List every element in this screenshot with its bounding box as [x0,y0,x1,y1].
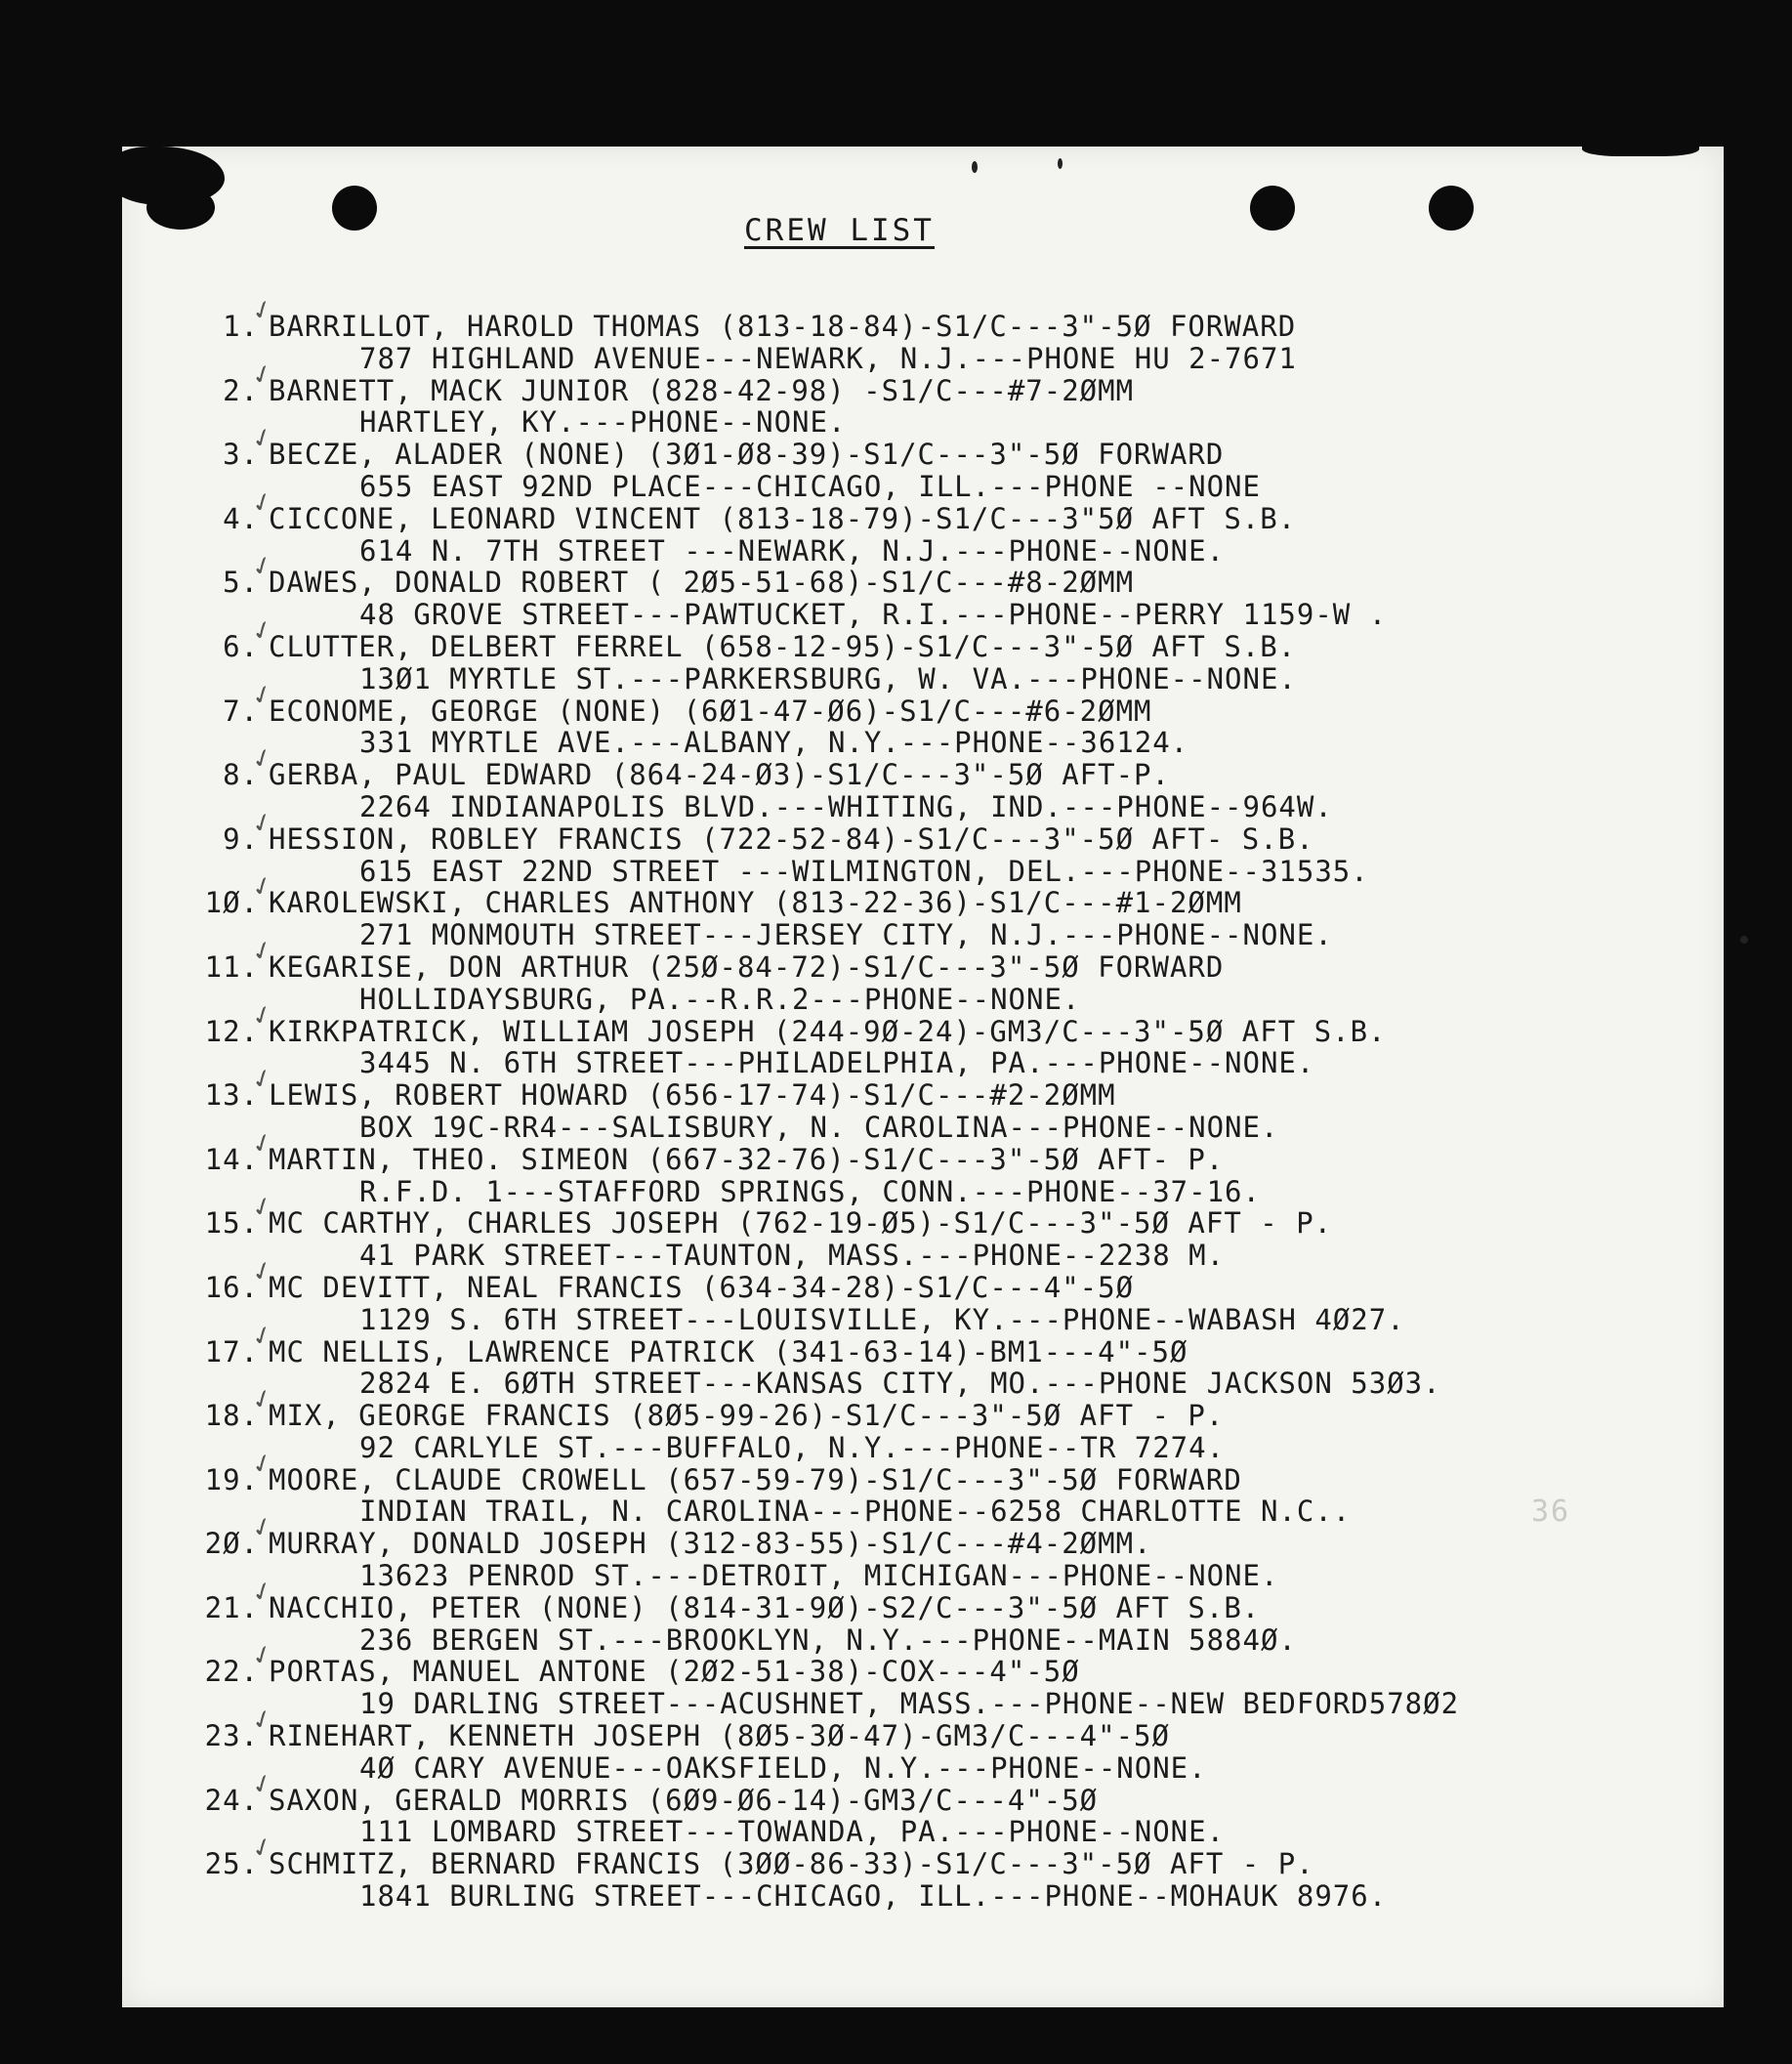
pencil-check-mark-icon: ✓ [247,805,279,841]
pencil-check-mark-icon: ✓ [247,1510,279,1546]
crew-address: 271 MONMOUTH STREET---JERSEY CITY, N.J.---PHONE--NONE. [359,918,1333,952]
pencil-check-mark-icon: ✓ [247,421,279,457]
entry-number: 21. [204,1590,259,1624]
pencil-check-mark-icon: ✓ [247,1253,279,1289]
pencil-check-mark-icon: ✓ [247,997,279,1033]
torn-edge-mark [1582,132,1699,156]
entry-number: 7. [223,694,259,728]
crew-name-rating: CLUTTER, DELBERT FERREL (658-12-95)-S1/C---3"-5Ø AFT S.B. [269,629,1297,663]
entry-number: 17. [204,1334,259,1369]
crew-entry [176,293,1699,375]
crew-name-rating: BECZE, ALADER (NONE) (3Ø1-Ø8-39)-S1/C---3"-5Ø FORWARD [269,438,1225,472]
pencil-check-mark-icon: ✓ [247,1125,279,1161]
crew-name-rating: NACCHIO, PETER (NONE) (814-31-9Ø)-S2/C---3"-5Ø AFT S.B. [269,1590,1261,1624]
crew-name-rating: DAWES, DONALD ROBERT ( 2Ø5-51-68)-S1/C---#8-2ØMM [269,566,1135,600]
crew-name-rating: KIRKPATRICK, WILLIAM JOSEPH (244-9Ø-24)-GM3/C---3"-5Ø AFT S.B. [269,1014,1387,1048]
entry-number: 23. [204,1719,259,1753]
crew-name-rating: KAROLEWSKI, CHARLES ANTHONY (813-22-36)-S1/C---#1-2ØMM [269,886,1242,920]
crew-address: 2264 INDIANAPOLIS BLVD.---WHITING, IND.---PHONE--964W. [359,789,1333,823]
crew-address: 2824 E. 6ØTH STREET---KANSAS CITY, MO.---PHONE JACKSON 53Ø3. [359,1367,1441,1401]
crew-address: 615 EAST 22ND STREET ---WILMINGTON, DEL.---PHONE--31535. [359,854,1369,888]
crew-name-rating: MC CARTHY, CHARLES JOSEPH (762-19-Ø5)-S1/C---3"-5Ø AFT - P. [269,1206,1333,1241]
entry-number: 12. [204,1014,259,1048]
crew-address: 41 PARK STREET---TAUNTON, MASS.---PHONE--2238 M. [359,1239,1226,1273]
pencil-check-mark-icon: ✓ [247,1574,279,1610]
entry-number: 13. [204,1078,259,1113]
pencil-check-mark-icon: ✓ [247,869,279,906]
pencil-check-mark-icon: ✓ [247,1446,279,1482]
crew-name-rating: KEGARISE, DON ARTHUR (25Ø-84-72)-S1/C---3"-5Ø FORWARD [269,949,1225,984]
crew-name-rating: GERBA, PAUL EDWARD (864-24-Ø3)-S1/C---3"-5Ø AFT-P. [269,758,1170,792]
entry-number: 19. [204,1462,259,1496]
pencil-check-mark-icon: ✓ [247,293,279,329]
pencil-check-mark-icon: ✓ [247,933,279,969]
torn-corner-mark [146,186,215,230]
pencil-check-mark-icon: ✓ [247,1318,279,1354]
crew-address: 1129 S. 6TH STREET---LOUISVILLE, KY.---PHONE--WABASH 4Ø27. [359,1302,1405,1336]
pencil-check-mark-icon: ✓ [247,612,279,649]
entry-number: 14. [204,1142,259,1176]
entry-number: 8. [223,758,259,792]
pencil-check-mark-icon: ✓ [247,741,279,778]
crew-address: 48 GROVE STREET---PAWTUCKET, R.I.---PHONE--PERRY 1159-W . [359,598,1388,632]
entry-number: 4. [223,501,259,535]
entry-number: 2. [223,373,259,407]
binder-hole [1429,186,1474,231]
pencil-check-mark-icon: ✓ [247,1190,279,1226]
binder-hole [1250,186,1295,231]
margin-note: 36 [1531,1495,1571,1529]
crew-name-rating: MARTIN, THEO. SIMEON (667-32-76)-S1/C---3"-5Ø AFT- P. [269,1142,1225,1176]
crew-name-rating: MC DEVITT, NEAL FRANCIS (634-34-28)-S1/C---4"-5Ø [269,1270,1135,1304]
crew-name-rating: MIX, GEORGE FRANCIS (8Ø5-99-26)-S1/C---3"-5Ø AFT - P. [269,1399,1225,1433]
entry-number: 11. [204,949,259,984]
ink-speck [972,161,978,173]
crew-address: 614 N. 7TH STREET ---NEWARK, N.J.---PHONE--NONE. [359,533,1226,568]
entry-number: 1. [223,310,259,343]
crew-address: BOX 19C-RR4---SALISBURY, N. CAROLINA---PHONE--NONE. [359,1110,1279,1144]
entry-number: 25. [204,1847,259,1881]
crew-name-rating: CICCONE, LEONARD VINCENT (813-18-79)-S1/C---3"5Ø AFT S.B. [269,501,1297,535]
crew-name-rating: SCHMITZ, BERNARD FRANCIS (3ØØ-86-33)-S1/C---3"-5Ø AFT - P. [269,1847,1314,1881]
entry-number: 2Ø. [204,1527,259,1561]
ink-speck [1740,936,1748,944]
pencil-check-mark-icon: ✓ [247,1382,279,1418]
crew-name-rating: MC NELLIS, LAWRENCE PATRICK (341-63-14)-BM1---4"-5Ø [269,1334,1188,1369]
crew-name-rating: ECONOME, GEORGE (NONE) (6Ø1-47-Ø6)-S1/C---#6-2ØMM [269,694,1152,728]
pencil-check-mark-icon: ✓ [247,1062,279,1098]
entry-number: 24. [204,1783,259,1817]
entry-number: 15. [204,1206,259,1241]
pencil-check-mark-icon: ✓ [247,549,279,585]
crew-address: 1841 BURLING STREET---CHICAGO, ILL.---PHONE--MOHAUK 8976. [359,1879,1388,1914]
entry-number: 6. [223,629,259,663]
pencil-check-mark-icon: ✓ [247,1766,279,1802]
pencil-check-mark-icon: ✓ [247,357,279,393]
crew-name-rating: MURRAY, DONALD JOSEPH (312-83-55)-S1/C---#4-2ØMM. [269,1527,1152,1561]
crew-address: 787 HIGHLAND AVENUE---NEWARK, N.J.---PHONE HU 2-7671 [359,341,1297,375]
page-title: CREW LIST [744,213,935,248]
crew-address: 3445 N. 6TH STREET---PHILADELPHIA, PA.---PHONE--NONE. [359,1046,1315,1080]
crew-name-rating: RINEHART, KENNETH JOSEPH (8Ø5-3Ø-47)-GM3/C---4"-5Ø [269,1719,1170,1753]
crew-name-rating: PORTAS, MANUEL ANTONE (2Ø2-51-38)-COX---4"-5Ø [269,1655,1080,1689]
crew-entry-main-line [176,293,1699,343]
crew-address: 13623 PENROD ST.---DETROIT, MICHIGAN---PHONE--NONE. [359,1559,1279,1593]
crew-address: 331 MYRTLE AVE.---ALBANY, N.Y.---PHONE--36124. [359,726,1189,760]
crew-address: 111 LOMBARD STREET---TOWANDA, PA.---PHONE--NONE. [359,1815,1226,1849]
crew-name-rating: BARRILLOT, HAROLD THOMAS (813-18-84)-S1/C---3"-5Ø FORWARD [269,310,1297,343]
entry-number: 1Ø. [204,886,259,920]
crew-address: R.F.D. 1---STAFFORD SPRINGS, CONN.---PHONE--37-16. [359,1174,1261,1208]
crew-address: 236 BERGEN ST.---BROOKLYN, N.Y.---PHONE--MAIN 5884Ø. [359,1622,1297,1657]
pencil-check-mark-icon: ✓ [247,484,279,521]
pencil-check-mark-icon: ✓ [247,1703,279,1739]
crew-address: 92 CARLYLE ST.---BUFFALO, N.Y.---PHONE--TR 7274. [359,1430,1226,1464]
entry-number: 9. [223,821,259,856]
entry-number: 5. [223,566,259,600]
entry-number: 16. [204,1270,259,1304]
entry-number: 18. [204,1399,259,1433]
pencil-check-mark-icon: ✓ [247,1638,279,1674]
crew-name-rating: MOORE, CLAUDE CROWELL (657-59-79)-S1/C---3"-5Ø FORWARD [269,1462,1242,1496]
crew-address: INDIAN TRAIL, N. CAROLINA---PHONE--6258 CHARLOTTE N.C.. [359,1495,1352,1529]
entry-number: 3. [223,438,259,472]
pencil-check-mark-icon: ✓ [247,677,279,713]
pencil-check-mark-icon: ✓ [247,1831,279,1867]
crew-address: HOLLIDAYSBURG, PA.--R.R.2---PHONE--NONE. [359,982,1081,1016]
crew-address: HARTLEY, KY.---PHONE--NONE. [359,405,847,440]
crew-name-rating: BARNETT, MACK JUNIOR (828-42-98) -S1/C---#7-2ØMM [269,373,1135,407]
crew-address: 655 EAST 92ND PLACE---CHICAGO, ILL.---PHONE --NONE [359,469,1261,503]
crew-address: 4Ø CARY AVENUE---OAKSFIELD, N.Y.---PHONE--NONE. [359,1750,1207,1785]
crew-name-rating: LEWIS, ROBERT HOWARD (656-17-74)-S1/C---#2-2ØMM [269,1078,1116,1113]
entry-number: 22. [204,1655,259,1689]
crew-address: 19 DARLING STREET---ACUSHNET, MASS.---PHONE--NEW BEDFORD578Ø2 [359,1687,1460,1721]
crew-list [176,293,1699,1914]
crew-address: 13Ø1 MYRTLE ST.---PARKERSBURG, W. VA.---PHONE--NONE. [359,661,1297,695]
binder-hole [332,186,377,231]
crew-name-rating: HESSION, ROBLEY FRANCIS (722-52-84)-S1/C---3"-5Ø AFT- S.B. [269,821,1314,856]
crew-name-rating: SAXON, GERALD MORRIS (6Ø9-Ø6-14)-GM3/C---4"-5Ø [269,1783,1099,1817]
ink-speck [1058,158,1063,169]
